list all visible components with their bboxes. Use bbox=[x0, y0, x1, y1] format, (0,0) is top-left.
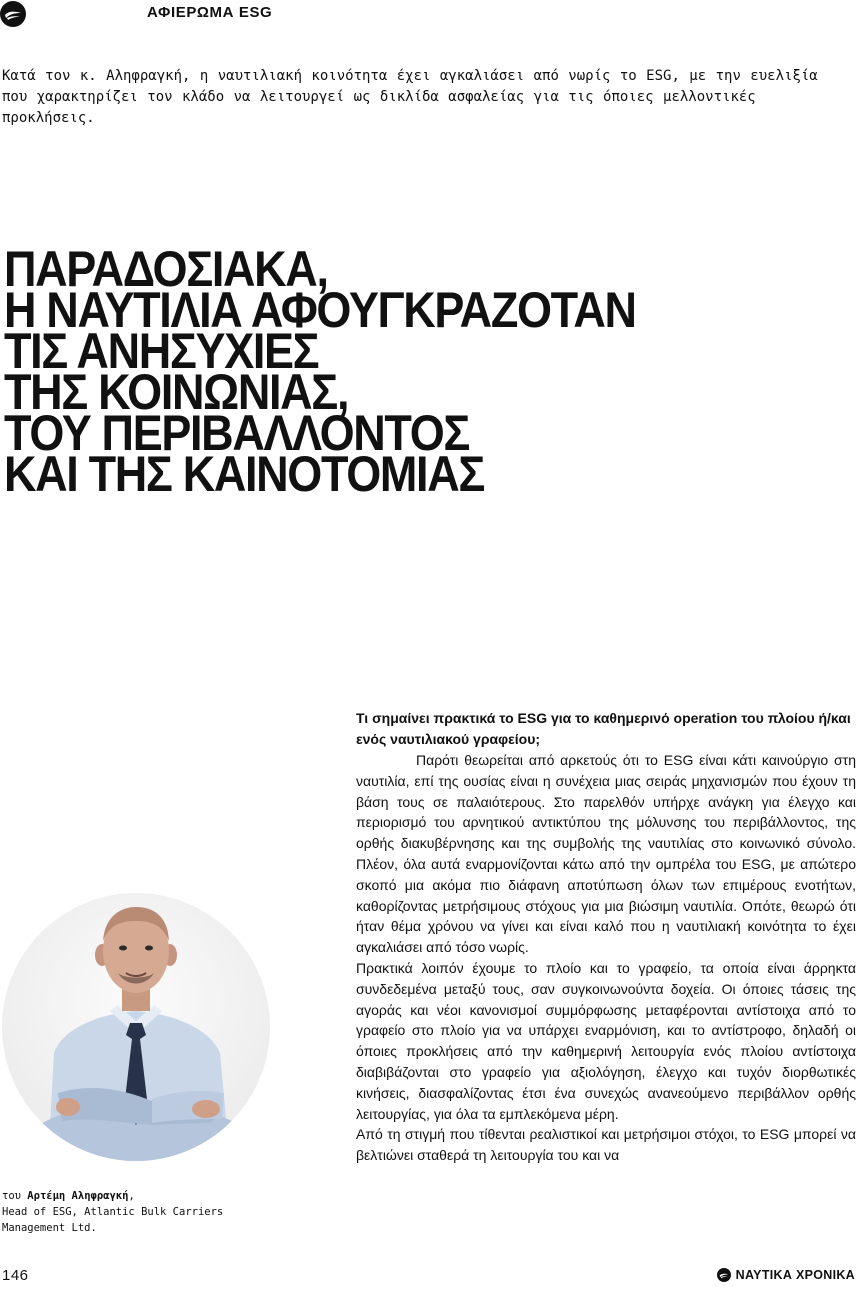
page-number: 146 bbox=[2, 1267, 29, 1284]
headline-line: Η ΝΑΥΤΙΛΙΑ ΑΦΟΥΓΚΡΑΖΟΤΑΝ bbox=[4, 282, 636, 338]
brand-name: ΝΑΥΤΙΚΑ ΧΡΟΝΙΚΑ bbox=[735, 1268, 855, 1282]
headline bbox=[4, 241, 636, 502]
brand bbox=[717, 1268, 855, 1282]
author-name: Αρτέμη Αληφραγκή bbox=[27, 1190, 129, 1202]
person-portrait-icon bbox=[2, 893, 270, 1161]
article-body bbox=[356, 750, 856, 1166]
article-question: Τι σημαίνει πρακτικά το ESG για το καθημερινό operation του πλοίου ή/και ενός ναυτιλιακού γραφείου; bbox=[356, 710, 851, 747]
headline-line: ΤΟΥ ΠΕΡΙΒΑΛΛΟΝΤΟΣ bbox=[4, 405, 470, 461]
naftika-xronika-logo-icon bbox=[0, 1, 26, 27]
article-paragraph: Πρακτικά λοιπόν έχουμε το πλοίο και το γραφείο, τα οποία είναι άρρηκτα συνδεδεμένα μεταξύ τους, σαν συγκοινωνούντα δοχεία. Οι όποιες τάσεις της αγοράς και νέοι κανονισμοί συμμόρφωσης μεταφέρονται αντίστοιχα από το γραφείο στο πλοίο για να υπάρχει εναρμόνιση, και το αντίστροφο, δηλαδή οι όποιες προκλήσεις από την καθημερινή λειτουργία ενός πλοίου αντίστοιχα διαβιβάζονται στο γραφείο για αξιολόγηση, έλεγχο και τυχόν διορθωτικές κινήσεις, διασφαλίζοντας έτσι ένα συνεχώς ανανεούμενο περιβάλλον ορθής λειτουργίας, για όλα τα εμπλεκόμενα μέρη. bbox=[356, 959, 856, 1122]
author-caption bbox=[2, 1188, 252, 1236]
headline-line: ΤΗΣ ΚΟΙΝΩΝΙΑΣ, bbox=[4, 364, 349, 420]
caption-prefix: του bbox=[2, 1190, 28, 1202]
author-role: Head of ESG, Atlantic Bulk Carriers Management Ltd. bbox=[2, 1206, 224, 1234]
article-paragraph: Από τη στιγμή που τίθενται ρεαλιστικοί και μετρήσιμοι στόχοι, το ESG μπορεί να βελτιώνει σταθερά τη λειτουργία του και να bbox=[356, 1126, 856, 1164]
naftika-xronika-logo-icon bbox=[717, 1268, 731, 1282]
article-paragraph: Παρότι θεωρείται από αρκετούς ότι το ESG είναι κάτι καινούργιο στη ναυτιλία, επί της ουσίας είναι η συνέχεια μιας σειράς μηχανισμών που έχουν τη βάση τους σε παλαιότερους. Στο παρελθόν υπήρχε ανάγκη για έλεγχο και περιορισμό του αρνητικού αντικτύπου της μόλυνσης του περιβάλλοντος, της ορθής διακυβέρνησης και της συμβολής της ναυτιλίας στο κοινωνικό σύνολο. Πλέον, όλα αυτά εναρμονίζονται κάτω από την ομπρέλα του ESG, με απώτερο σκοπό μια ακόμα πιο διάφανη αποτύπωση όλων των επιμέρους ενοτήτων, καθορίζοντας μετρήσιμους στόχους για μια βιώσιμη ναυτιλία. Οπότε, θεωρώ ότι ήταν θέμα χρόνου να γίνει και είναι καλό που η ναυτιλιακή κοινότητα το έχει αγκαλιάσει από τόσο νωρίς. bbox=[356, 752, 856, 956]
headline-line: ΠΑΡΑΔΟΣΙΑΚΑ, bbox=[4, 241, 328, 297]
section-title: ΑΦΙΕΡΩΜΑ ESG bbox=[147, 4, 273, 21]
headline-line: ΚΑΙ ΤΗΣ ΚΑΙΝΟΤΟΜΙΑΣ bbox=[4, 446, 485, 502]
caption-suffix: , bbox=[128, 1190, 135, 1202]
headline-line: ΤΙΣ ΑΝΗΣΥΧΙΕΣ bbox=[4, 323, 319, 379]
intro-text: Κατά τον κ. Αληφραγκή, η ναυτιλιακή κοινότητα έχει αγκαλιάσει από νωρίς το ESG, με την ευελιξία που χαρακτηρίζει τον κλάδο να λειτουργεί ως δικλίδα ασφαλείας για τις όποιες μελλοντικές προκλήσεις. bbox=[2, 68, 818, 126]
